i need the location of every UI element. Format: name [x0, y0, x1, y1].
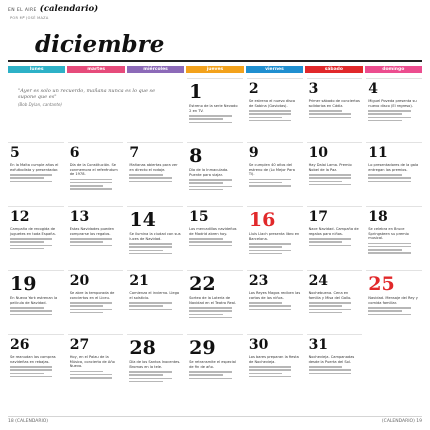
text-line: [368, 314, 410, 315]
day-description: Los bares preparan la fiesta de Nochevieja.: [248, 355, 299, 364]
day-description: Miguel Poveda presenta su nuevo disco (El regreso).: [368, 99, 417, 108]
text-line: [129, 246, 171, 247]
day-cell: [307, 78, 363, 142]
weekday-4: viernes: [246, 66, 303, 73]
day-cell: [307, 270, 363, 334]
text-lines: [10, 307, 62, 315]
day-cell: [127, 142, 183, 206]
day-cell: [307, 142, 363, 206]
day-cell: [8, 270, 64, 334]
text-line: [189, 238, 223, 239]
day-description: Se retransmite el especial de fin de año.: [189, 360, 236, 369]
text-lines: [189, 238, 241, 246]
text-line: [368, 249, 402, 250]
text-line: [129, 305, 163, 306]
text-line: [368, 246, 410, 247]
text-line: [129, 177, 171, 178]
text-line: [70, 179, 112, 180]
text-lines: [129, 371, 181, 382]
text-line: [249, 253, 283, 254]
text-line: [129, 309, 171, 310]
section-kicker: [8, 4, 422, 16]
text-line: [249, 117, 283, 118]
text-lines: [10, 238, 62, 249]
text-line: [309, 369, 351, 370]
day-description: Se estrena el nuevo disco de Sabina (Gaviotas).: [248, 99, 296, 108]
day-description: En Nueva York estrenan la película de Navidad.: [10, 296, 58, 305]
text-line: [309, 241, 343, 242]
text-line: [189, 118, 223, 119]
day-description: Los mercadillos navideños de Madrid abren hoy.: [189, 227, 237, 236]
day-description: En la Malta cumple años el exfutbolista y presentador.: [10, 163, 59, 172]
quote-text: "Ayer es solo un recuerdo, mañana nunca es lo que se supone que es": [18, 88, 156, 101]
text-lines: [10, 366, 62, 377]
text-line: [309, 113, 351, 114]
text-line: [10, 181, 52, 182]
text-line: [249, 113, 291, 114]
text-line: [10, 177, 44, 178]
day-number: 29: [189, 337, 216, 359]
text-line: [368, 307, 410, 308]
text-lines: [368, 110, 420, 121]
text-line: [129, 253, 171, 254]
day-cell: [187, 78, 243, 142]
text-line: [189, 241, 231, 242]
day-description: Los Reyes Magos reciben las cartas de los niños.: [248, 291, 301, 300]
day-number: 9: [248, 145, 259, 161]
text-line: [10, 238, 52, 239]
text-line: [129, 374, 163, 375]
text-line: [189, 317, 231, 318]
day-description: Se abre la temporada de conciertos en el Liceu.: [69, 291, 115, 300]
day-description: Hoy, en el Palau de la Música, concierto de Año Nuevo.: [69, 355, 115, 369]
text-line: [249, 305, 291, 306]
day-cell: [127, 334, 183, 398]
day-number: 30: [248, 337, 269, 353]
day-number: 7: [129, 145, 140, 161]
day-description: Comienza el invierno. Llega el solsticio.: [129, 291, 180, 300]
text-line: [368, 181, 410, 182]
day-number: 21: [129, 273, 149, 289]
text-line: [309, 312, 343, 313]
day-cell: [247, 142, 303, 206]
text-lines: [309, 174, 361, 185]
text-line: [189, 374, 223, 375]
day-number: 31: [308, 337, 329, 353]
weekday-header-row: [8, 66, 422, 73]
day-number: 3: [308, 81, 319, 97]
day-cell: [187, 206, 243, 270]
text-line: [189, 310, 231, 311]
day-cell: [187, 334, 243, 398]
day-number: 19: [10, 273, 37, 295]
day-number: 20: [69, 273, 90, 289]
text-line: [309, 238, 351, 239]
day-number: 27: [69, 337, 90, 353]
text-line: [70, 182, 112, 183]
day-number: 11: [368, 145, 388, 161]
text-line: [368, 174, 402, 175]
day-number: 25: [368, 273, 395, 295]
text-line: [309, 181, 343, 182]
day-description: Campaña de recogida de juguetes en toda España.: [10, 227, 56, 236]
day-number: 18: [368, 209, 388, 225]
day-description: Estreno de la serie Nevado 2 en TV.: [189, 104, 238, 113]
text-line: [249, 366, 291, 367]
day-description: Se ilumina la ciudad con sus luces de Navidad.: [129, 232, 181, 241]
text-lines: [10, 174, 62, 182]
text-line: [70, 245, 112, 246]
text-line: [70, 188, 112, 189]
text-lines: [70, 179, 122, 190]
text-line: [129, 243, 171, 244]
text-line: [70, 241, 104, 242]
text-line: [189, 182, 223, 183]
day-cell: [68, 334, 124, 398]
day-cell: [8, 334, 64, 398]
text-line: [129, 302, 171, 303]
day-description: Día de los Santos Inocentes. Bromas en la tele.: [129, 360, 181, 369]
title-divider: [8, 60, 422, 62]
day-number: 16: [248, 209, 276, 231]
text-line: [189, 378, 231, 379]
calendar-grid: [8, 78, 422, 398]
day-cell: [187, 270, 243, 334]
text-line: [10, 241, 44, 242]
text-line: [309, 373, 351, 374]
text-lines: [309, 238, 361, 246]
text-line: [129, 371, 171, 372]
day-description: Nace Navidad. Campaña de regalos para niños.: [308, 227, 359, 236]
text-line: [309, 366, 343, 367]
text-lines: [129, 174, 181, 182]
text-line: [70, 305, 104, 306]
text-lines: [368, 243, 420, 254]
text-lines: [70, 302, 122, 313]
text-line: [10, 376, 52, 377]
text-line: [309, 245, 351, 246]
day-number: 8: [189, 145, 203, 167]
text-line: [70, 185, 104, 186]
text-line: [249, 373, 283, 374]
text-line: [309, 174, 351, 175]
text-line: [368, 110, 410, 111]
text-line: [249, 120, 291, 121]
text-line: [10, 248, 44, 249]
day-cell: [127, 270, 183, 334]
text-lines: [249, 366, 301, 377]
day-number: 1: [189, 81, 203, 103]
footer-left: 18 (CALENDARIO): [8, 419, 49, 424]
text-line: [189, 115, 231, 116]
day-description: Primer sábado de conciertos solidarios en Cádiz.: [308, 99, 360, 108]
day-cell: [8, 206, 64, 270]
text-line: [189, 371, 231, 372]
text-line: [368, 243, 410, 244]
text-lines: [189, 307, 241, 318]
text-lines: [309, 302, 361, 313]
footer-right: (CALENDARIO) 19: [381, 419, 422, 424]
day-cell: [366, 78, 422, 142]
text-lines: [309, 366, 361, 374]
text-line: [249, 309, 291, 310]
day-description: Día de la Constitución. Se conmemora el referéndum de 1978.: [69, 163, 118, 177]
day-description: Se reanudan las compras navideñas en rebajas.: [10, 355, 56, 364]
section-title: (calendario): [39, 4, 99, 14]
text-line: [249, 179, 291, 180]
text-line: [189, 314, 223, 315]
day-number: 24: [308, 273, 329, 289]
day-cell: [247, 270, 303, 334]
text-line: [10, 373, 44, 374]
day-cell: [68, 206, 124, 270]
day-number: 13: [69, 209, 90, 225]
day-cell: [307, 206, 363, 270]
day-number: 6: [69, 145, 80, 161]
day-number: 14: [129, 209, 156, 231]
day-number: 4: [368, 81, 379, 97]
day-cell: [127, 206, 183, 270]
day-description: Sorteo de la Lotería de Navidad en el Teatro Real.: [189, 296, 237, 305]
day-number: 15: [189, 209, 209, 225]
day-cell: [366, 206, 422, 270]
day-cell: [8, 142, 64, 206]
text-lines: [368, 307, 420, 315]
text-line: [249, 182, 283, 183]
text-lines: [189, 115, 241, 123]
text-line: [368, 310, 402, 311]
text-line: [309, 177, 351, 178]
text-lines: [189, 371, 241, 379]
text-line: [10, 245, 52, 246]
day-number: 2: [248, 81, 259, 97]
day-description: Se cumplen 40 años del estreno de (Lo Mejor Para Ti).: [248, 163, 295, 177]
text-line: [129, 378, 171, 379]
text-line: [249, 250, 291, 251]
weekday-3: jueves: [186, 66, 243, 73]
weekday-5: sábado: [305, 66, 362, 73]
month-title: diciembre: [35, 31, 165, 58]
weekday-2: miércoles: [127, 66, 184, 73]
text-line: [189, 179, 231, 180]
text-line: [70, 238, 112, 239]
text-line: [249, 302, 283, 303]
text-line: [309, 117, 351, 118]
day-cell: [366, 270, 422, 334]
day-number: 10: [308, 145, 329, 161]
day-cell: [247, 334, 303, 398]
text-line: [129, 181, 171, 182]
text-line: [10, 174, 52, 175]
text-line: [10, 310, 52, 311]
text-lines: [189, 179, 241, 190]
text-lines: [129, 302, 181, 310]
text-lines: [309, 110, 361, 118]
text-line: [10, 307, 44, 308]
text-line: [70, 302, 112, 303]
day-description: Día de la Inmaculada. Puente para viajar.: [189, 168, 229, 177]
day-cell: [68, 142, 124, 206]
day-cell: [307, 334, 363, 398]
text-line: [129, 381, 163, 382]
text-line: [70, 377, 112, 378]
day-description: Mañanas abiertas para ver en directo el rodaje.: [129, 163, 178, 172]
section-label: EN EL AIRE: [8, 8, 37, 13]
weekday-6: domingo: [365, 66, 422, 73]
day-cell: [366, 142, 422, 206]
text-line: [10, 314, 52, 315]
day-number: 17: [308, 209, 329, 225]
weekday-0: lunes: [8, 66, 65, 73]
text-lines: [249, 302, 301, 310]
quote-block: [8, 78, 183, 142]
byline: POR Mª JOSÉ MAZA: [10, 16, 49, 20]
text-line: [368, 177, 410, 178]
text-line: [249, 110, 291, 111]
day-description: Estas Navidades pueden comprarse los regalos.: [69, 227, 115, 236]
text-line: [10, 366, 52, 367]
quote-author: (Bob Dylan, cantante): [18, 101, 62, 107]
day-cell: [68, 270, 124, 334]
text-line: [309, 305, 343, 306]
text-line: [368, 117, 410, 118]
text-lines: [249, 110, 301, 121]
text-line: [249, 246, 283, 247]
text-lines: [249, 179, 301, 187]
text-line: [368, 120, 402, 121]
text-line: [70, 374, 112, 375]
text-line: [70, 312, 104, 313]
day-description: Se celebra en Bruce Springsteen su premio musical.: [368, 227, 409, 241]
text-line: [368, 113, 402, 114]
text-line: [189, 245, 231, 246]
day-description: Navidad. Mensaje del Rey y comida familiar.: [368, 296, 418, 305]
day-cell: [247, 206, 303, 270]
day-number: 22: [189, 273, 216, 295]
text-line: [249, 243, 291, 244]
text-lines: [70, 238, 122, 246]
text-lines: [129, 243, 181, 254]
text-lines: [70, 371, 122, 379]
day-number: 28: [129, 337, 156, 359]
text-line: [309, 184, 351, 185]
text-line: [368, 252, 410, 253]
day-cell: [247, 78, 303, 142]
text-line: [129, 250, 163, 251]
day-number: 12: [10, 209, 30, 225]
text-line: [10, 369, 52, 370]
day-number: 5: [10, 145, 20, 161]
text-line: [309, 110, 343, 111]
text-line: [309, 302, 351, 303]
text-line: [189, 307, 231, 308]
day-description: Nochebuena. Cena en familia y Misa del Gallo.: [308, 291, 352, 300]
text-line: [129, 174, 163, 175]
text-line: [249, 185, 291, 186]
day-description: Lluís Llach presenta libro en Barcelona.: [248, 232, 300, 241]
text-line: [309, 309, 351, 310]
day-cell: [187, 142, 243, 206]
day-description: Lo presentadores de la gala entregan los premios.: [368, 163, 419, 172]
text-line: [70, 371, 104, 372]
text-lines: [368, 174, 420, 182]
text-line: [249, 376, 291, 377]
text-lines: [249, 243, 301, 254]
weekday-1: martes: [67, 66, 124, 73]
page-footer: [8, 416, 422, 424]
text-line: [249, 369, 291, 370]
text-line: [70, 309, 112, 310]
text-line: [189, 189, 223, 190]
day-description: Hay Dalai Lama. Premio Nobel de la Paz.: [308, 163, 352, 172]
day-description: Nochevieja. Campanadas desde la Puerta del Sol.: [308, 355, 355, 364]
text-line: [189, 122, 231, 123]
day-number: 23: [248, 273, 269, 289]
day-number: 26: [10, 337, 30, 353]
text-line: [189, 186, 231, 187]
